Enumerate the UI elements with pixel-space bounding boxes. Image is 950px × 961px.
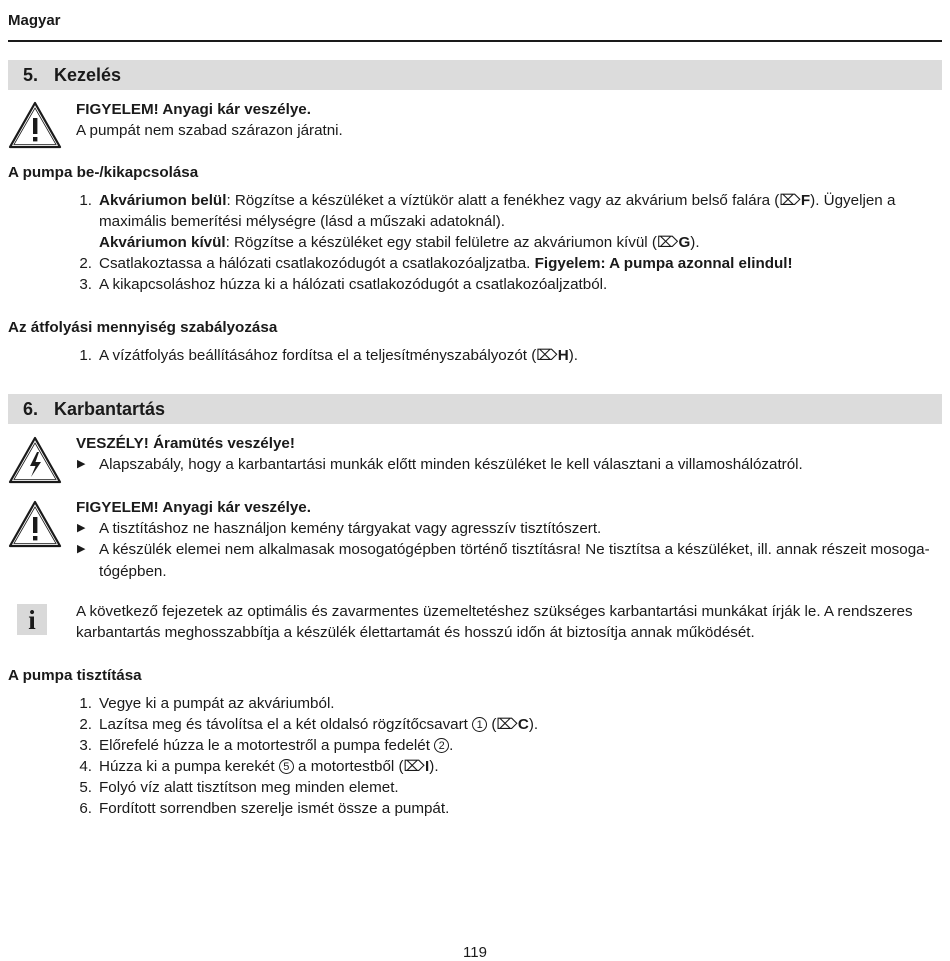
step-text: A kikapcsoláshoz húzza ki a hálózati csatlakozódugót a csatlakozóaljzatból. <box>99 276 608 293</box>
text: A vízátfolyás beállításához fordítsa el a teljesítményszabályozót ( <box>99 347 537 364</box>
figure-ref-letter: G <box>678 234 691 251</box>
text: a motortestből ( <box>293 758 404 775</box>
page-number: 119 <box>463 944 487 961</box>
bullet-icon: ▶ <box>77 522 86 534</box>
step-text: Folyó víz alatt tisztítson meg minden elemet. <box>99 779 399 796</box>
bold-label: Akváriumon belül <box>99 192 227 209</box>
step-text: Vegye ki a pumpát az akváriumból. <box>99 695 335 712</box>
subheading-switch: A pumpa be-/kikapcsolása <box>8 164 199 181</box>
text: Csatlakoztassa a hálózati csatlakozódugót a csatlakozóaljzatba. <box>99 255 535 272</box>
bullet-text: tógépben. <box>99 563 167 580</box>
list-number: 1. <box>79 192 92 209</box>
list-number: 5. <box>79 779 92 796</box>
info-text: A következő fejezetek az optimális és zavarmentes üzemeltetéshez szükséges karbantartási munkákat írják le. A rendszeres <box>76 603 913 620</box>
section-5-title: Kezelés <box>54 65 122 85</box>
step-text <box>99 756 439 777</box>
step-text: Fordított sorrendben szerelje ismét össze a pumpát. <box>99 800 450 817</box>
info-icon <box>17 604 47 635</box>
subheading-flow: Az átfolyási mennyiség szabályozása <box>8 319 278 336</box>
text: : Rögzítse a készüléket a víztükör alatt a fenékhez vagy az akvárium belső falára ( <box>226 192 780 209</box>
bullet-icon: ▶ <box>77 458 86 470</box>
step-text <box>99 253 793 274</box>
warning-triangle-icon <box>8 500 62 548</box>
text: . <box>449 737 454 754</box>
part-number-badge: 5 <box>279 759 294 774</box>
warning-text: A pumpát nem szabad szárazon járatni. <box>76 122 343 139</box>
list-number: 1. <box>79 347 92 364</box>
warning-title: FIGYELEM! Anyagi kár veszélye. <box>76 499 311 516</box>
info-text: karbantartás meghosszabbítja a készülék élettartamát és hosszú időn át biztosítja annak működését. <box>76 624 755 641</box>
list-number: 1. <box>79 695 92 712</box>
figure-ref-letter: F <box>800 192 811 209</box>
step-text <box>99 735 453 756</box>
list-number: 3. <box>79 737 92 754</box>
section-5-heading <box>8 60 942 90</box>
part-number-badge: 2 <box>434 738 449 753</box>
step-text <box>99 714 538 735</box>
text: ). <box>690 234 700 251</box>
text: ). <box>528 716 539 733</box>
danger-title: VESZÉLY! Áramütés veszélye! <box>76 435 295 452</box>
step-text: maximális bemerítési mélységre (lásd a műszaki adatoknál). <box>99 213 505 230</box>
bold-text: Figyelem: A pumpa azonnal elindul! <box>534 255 793 272</box>
bullet-text: A készülék elemei nem alkalmasak mosogatógépben történő tisztításra! Ne tisztítsa a készüléket, ill. annak részeit mosoga- <box>99 541 930 558</box>
info-letter: i <box>28 605 36 635</box>
subheading-cleaning: A pumpa tisztítása <box>8 667 142 684</box>
list-number: 2. <box>79 716 92 733</box>
figure-ref-icon: ⌦ <box>403 758 426 775</box>
step-text <box>99 190 895 211</box>
text: Előrefelé húzza le a motortestről a pumpa fedelét <box>99 737 435 754</box>
text: Lazítsa meg és távolítsa el a két oldalsó rögzítőcsavart <box>99 716 473 733</box>
list-number: 3. <box>79 276 92 293</box>
part-number-badge: 1 <box>472 717 487 732</box>
text: Húzza ki a pumpa kerekét <box>99 758 279 775</box>
text: : Rögzítse a készüléket egy stabil felületre az akváriumon kívül ( <box>225 234 657 251</box>
figure-ref-icon: ⌦ <box>536 347 558 364</box>
list-number: 4. <box>79 758 92 775</box>
text: ). Ügyeljen a <box>810 192 896 209</box>
list-number: 2. <box>79 255 92 272</box>
step-text <box>99 232 700 253</box>
bullet-text: A tisztításhoz ne használjon kemény tárgyakat vagy agresszív tisztítószert. <box>99 520 602 537</box>
section-6-heading <box>8 394 942 424</box>
figure-ref-icon: ⌦ <box>779 192 801 209</box>
figure-ref-letter: I <box>425 758 430 775</box>
list-number: 6. <box>79 800 92 817</box>
bold-label: Akváriumon kívül <box>99 234 226 251</box>
text: ). <box>429 758 439 775</box>
figure-ref-icon: ⌦ <box>496 716 518 733</box>
warning-title: FIGYELEM! Anyagi kár veszélye. <box>76 101 311 118</box>
bullet-icon: ▶ <box>77 543 86 555</box>
section-5-number: 5. <box>23 65 39 85</box>
warning-triangle-icon <box>8 101 62 149</box>
electric-hazard-icon <box>8 436 62 484</box>
text: ( <box>487 716 497 733</box>
step-text <box>99 345 578 366</box>
section-6-number: 6. <box>23 399 39 419</box>
bullet-text: Alapszabály, hogy a karbantartási munkák előtt minden készüléket le kell választani a villamoshálózatról. <box>99 456 803 473</box>
language-label: Magyar <box>8 12 61 29</box>
section-6-title: Karbantartás <box>54 399 166 419</box>
header-rule <box>8 40 942 42</box>
text: ). <box>568 347 579 364</box>
figure-ref-icon: ⌦ <box>656 234 679 251</box>
figure-ref-letter: C <box>517 716 529 733</box>
figure-ref-letter: H <box>557 347 569 364</box>
